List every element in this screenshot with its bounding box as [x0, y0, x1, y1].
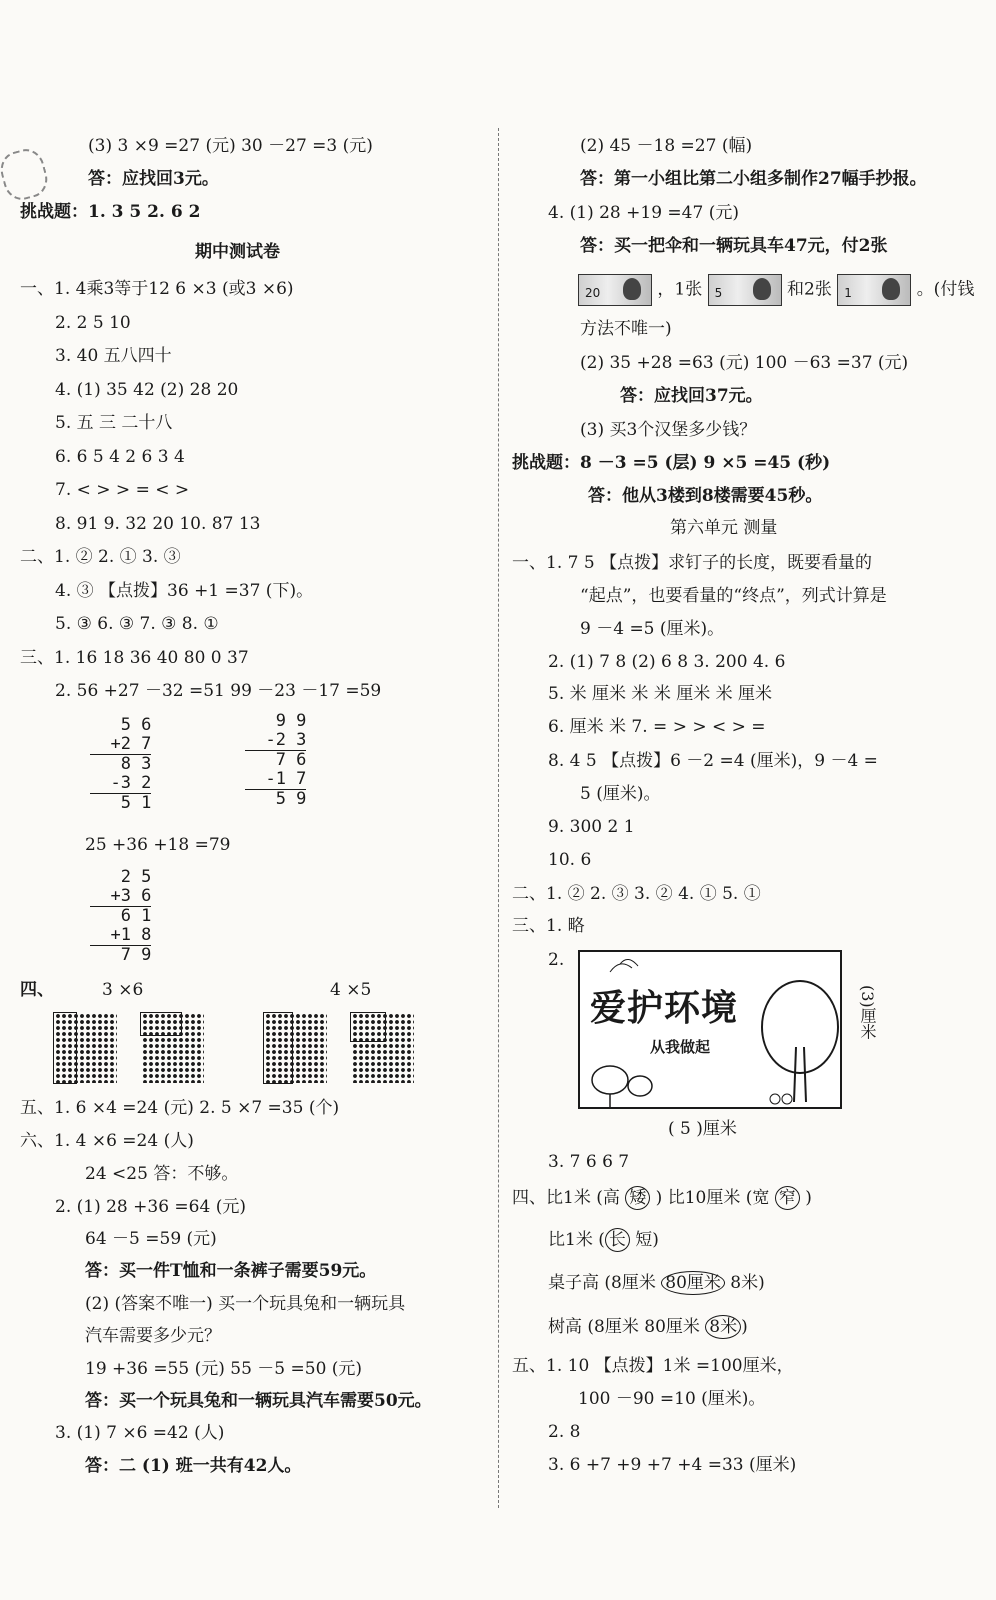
dot-array-highlight — [263, 1012, 293, 1084]
answer-line — [548, 1315, 748, 1339]
answer-line — [548, 1228, 659, 1252]
answer-line: 答：买一件T恤和一条裤子需要59元。 — [85, 1261, 377, 1281]
answer-line: 4. ③ 【点拨】36 +1 =37 (下)。 — [55, 581, 314, 601]
answer-line: 三、1. 16 18 36 40 80 0 37 — [20, 648, 249, 668]
calc-row: 5 6 — [90, 715, 152, 735]
calc-row: 2 5 — [90, 867, 152, 887]
answer-line: 100 －90 =10 (厘米)。 — [578, 1389, 766, 1409]
text: 桌子高 (8厘米 — [548, 1273, 662, 1293]
text: ) 比10厘米 (宽 — [655, 1188, 770, 1208]
dot-array-caption: 4 ×5 — [330, 980, 372, 1000]
answer-line: (3) 买3个汉堡多少钱？ — [580, 420, 757, 440]
answer-line: (2) 35 +28 =63 (元) 100 －63 =37 (元) — [580, 353, 909, 373]
answer-line: 答：二 (1) 班一共有42人。 — [85, 1456, 302, 1476]
answer-line: 答：应找回3元。 — [88, 169, 219, 189]
answer-line: 一、1. 7 5 【点拨】求钉子的长度，既要看量的 — [512, 553, 873, 573]
answer-line: 2. — [548, 950, 565, 970]
answer-line — [512, 1186, 812, 1210]
calc-row: +3 6 — [90, 886, 152, 906]
banknote-icon — [578, 274, 652, 306]
challenge-line: 挑战题：8 －3 =5 (层) 9 ×5 =45 (秒) — [512, 453, 831, 473]
answer-line: 8. 4 5 【点拨】6 －2 =4 (厘米)，9 －4 = — [548, 751, 878, 771]
answer-line: 答：买一个玩具兔和一辆玩具汽车需要50元。 — [85, 1391, 432, 1411]
text: 比1米 ( — [548, 1230, 605, 1250]
banknote-icon — [837, 274, 911, 306]
answer-line: (3) 3 ×9 =27 (元) 30 －27 =3 (元) — [88, 136, 373, 156]
answer-line: 19 +36 =55 (元) 55 －5 =50 (元) — [85, 1359, 363, 1379]
unit-title: 第六单元 测量 — [670, 518, 778, 538]
text: ) — [805, 1188, 812, 1208]
answer-line: 3. 40 五八四十 — [55, 346, 172, 366]
poster-subtitle: 从我做起 — [650, 1038, 711, 1056]
dot-array-highlight — [350, 1012, 386, 1042]
calc-row: 8 3 — [90, 754, 152, 774]
text: 树高 (8厘米 80厘米 — [548, 1317, 706, 1337]
answer-line: 答：他从3楼到8楼需要45秒。 — [588, 486, 823, 506]
answer-line: 24 <25 答：不够。 — [85, 1164, 239, 1184]
circled-answer: 窄 — [775, 1186, 800, 1210]
answer-line: 3. 6 +7 +9 +7 +4 =33 (厘米) — [548, 1455, 797, 1475]
answer-line: 2. 8 — [548, 1422, 581, 1442]
answer-line: 4. (1) 35 42 (2) 28 20 — [55, 380, 239, 400]
calc-row: 5 9 — [245, 789, 307, 809]
calc-row: 6 1 — [90, 906, 152, 926]
banknote-icon — [708, 274, 782, 306]
answer-line: 7. < > > = < > — [55, 480, 190, 500]
answer-line: 方法不唯一) — [580, 319, 672, 339]
calc-row: 5 1 — [90, 793, 152, 813]
calc-row: 7 9 — [90, 945, 152, 965]
answer-line: 二、1. ② 2. ① 3. ③ — [20, 547, 181, 567]
answer-line: 5. ③ 6. ③ 7. ③ 8. ① — [55, 614, 219, 634]
answer-line: 2. (1) 28 +36 =64 (元) — [55, 1197, 246, 1217]
circled-answer: 长 — [605, 1228, 630, 1252]
calc-row: -2 3 — [245, 730, 307, 750]
answer-line: 4. (1) 28 +19 =47 (元) — [548, 203, 739, 223]
banknote-line — [578, 274, 974, 306]
poster-width-label: ( 5 )厘米 — [668, 1119, 737, 1139]
calc-row: 7 6 — [245, 750, 307, 770]
calc-row: 9 9 — [245, 711, 307, 731]
environment-poster — [578, 950, 842, 1109]
answer-line: 三、1. 略 — [512, 916, 585, 936]
corner-stamp — [0, 145, 52, 204]
calc-row: -1 7 — [245, 769, 307, 789]
answer-line: 3. 7 6 6 7 — [548, 1152, 630, 1172]
circled-answer: 8米 — [705, 1315, 741, 1339]
text: 四、比1米 (高 — [512, 1188, 620, 1208]
banknote-value: 20 — [585, 286, 601, 300]
banknote-text: ，1张 — [657, 279, 703, 300]
text: ) — [741, 1317, 748, 1337]
answer-line: 64 －5 =59 (元) — [85, 1229, 217, 1249]
answer-line — [548, 1271, 765, 1295]
answer-line: 五、1. 6 ×4 =24 (元) 2. 5 ×7 =35 (个) — [20, 1098, 340, 1118]
answer-line: 2. 2 5 10 — [55, 313, 131, 333]
answer-line: 9 －4 =5 (厘米)。 — [580, 619, 725, 639]
vertical-calc-3 — [90, 868, 151, 965]
answer-line: 5 (厘米)。 — [580, 784, 661, 804]
answer-line: 2. 56 +27 －32 =51 99 －23 －17 =59 — [55, 681, 382, 701]
answer-line: 6. 厘米 米 7. = > > < > = — [548, 717, 766, 737]
answer-line: 一、1. 4乘3等于12 6 ×3 (或3 ×6) — [20, 279, 294, 299]
challenge-line: 挑战题：1. 3 5 2. 6 2 — [20, 202, 201, 222]
answer-line: (2) 45 －18 =27 (幅) — [580, 136, 753, 156]
text: 8米) — [724, 1273, 765, 1293]
answer-line: “起点”，也要看量的“终点”，列式计算是 — [580, 586, 887, 606]
answer-line: 8. 91 9. 32 20 10. 87 13 — [55, 514, 261, 534]
answer-line: 答：第一小组比第二小组多制作27幅手抄报。 — [580, 169, 927, 189]
dot-array-caption: 3 ×6 — [102, 980, 144, 1000]
answer-line: 答：应找回37元。 — [620, 386, 763, 406]
banknote-value: 1 — [844, 286, 852, 300]
answer-line: 25 +36 +18 =79 — [85, 835, 231, 855]
section-label: 四、 — [20, 980, 54, 1000]
answer-line: 六、1. 4 ×6 =24 (人) — [20, 1131, 194, 1151]
circled-answer: 矮 — [625, 1186, 650, 1210]
vertical-calc-1 — [90, 716, 151, 813]
answer-line: 3. (1) 7 ×6 =42 (人) — [55, 1423, 225, 1443]
banknote-text: 和2张 — [787, 279, 832, 300]
column-divider — [498, 128, 499, 1508]
banknote-value: 5 — [714, 286, 723, 300]
poster-title: 爱护环境 — [590, 987, 739, 1029]
answer-line: 10. 6 — [548, 850, 592, 870]
text: 短) — [629, 1230, 659, 1250]
dot-array-highlight — [140, 1012, 182, 1036]
answer-line: 二、1. ② 2. ③ 3. ② 4. ① 5. ① — [512, 884, 761, 904]
banknote-text: 。(付钱 — [916, 279, 975, 300]
vertical-calc-2 — [245, 712, 306, 809]
answer-line: 汽车需要多少元？ — [85, 1326, 221, 1346]
circled-answer: 80厘米 — [661, 1271, 725, 1295]
poster-height-label: (3)厘米 — [858, 985, 877, 1040]
answer-line: 5. 五 三 二十八 — [55, 413, 173, 433]
answer-line: 9. 300 2 1 — [548, 817, 635, 837]
answer-line: 答：买一把伞和一辆玩具车47元，付2张 — [580, 236, 888, 256]
answer-line: 5. 米 厘米 米 米 厘米 米 厘米 — [548, 684, 773, 704]
calc-row: -3 2 — [90, 773, 152, 793]
answer-line: 2. (1) 7 8 (2) 6 8 3. 200 4. 6 — [548, 652, 786, 672]
dot-array-highlight — [53, 1012, 77, 1084]
calc-row: +2 7 — [90, 734, 152, 754]
answer-line: (2) (答案不唯一) 买一个玩具兔和一辆玩具 — [85, 1294, 406, 1314]
section-title: 期中测试卷 — [195, 242, 280, 262]
calc-row: +1 8 — [90, 925, 152, 945]
answer-line: 6. 6 5 4 2 6 3 4 — [55, 447, 185, 467]
answer-line: 五、1. 10 【点拨】1米 =100厘米， — [512, 1356, 794, 1376]
